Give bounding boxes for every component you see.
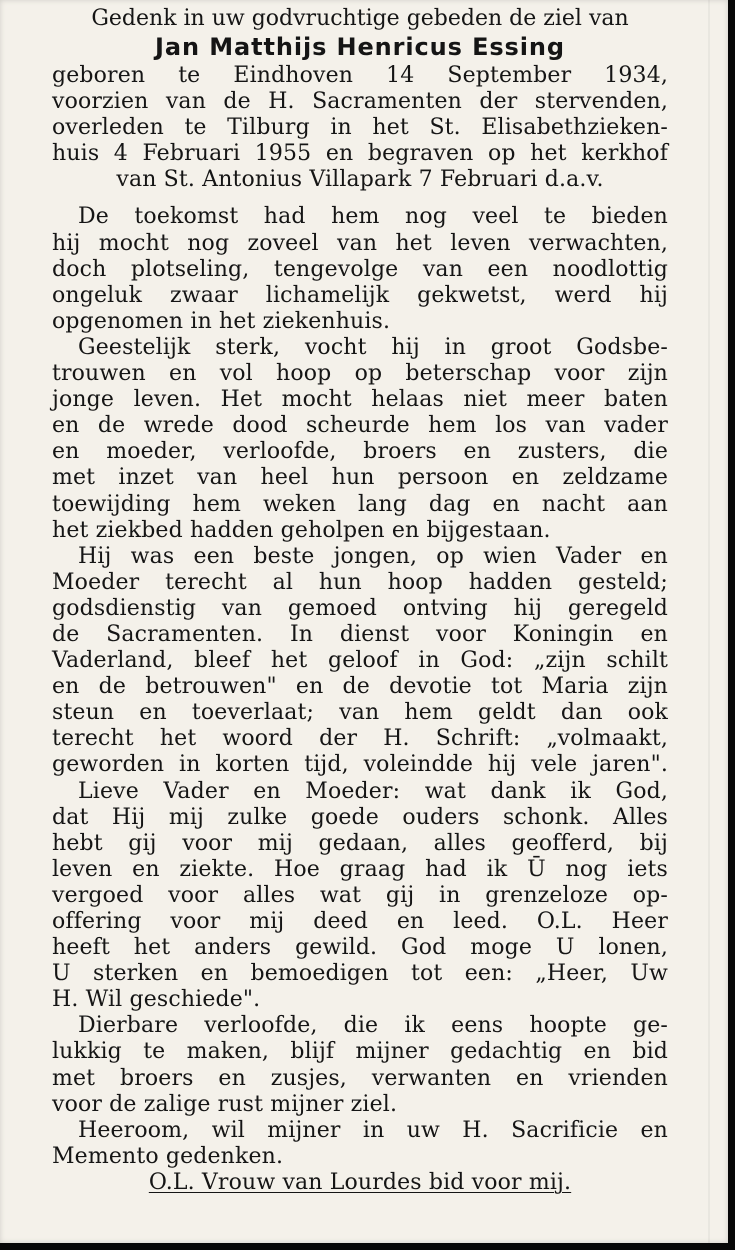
- body-line: met broers en zusjes, verwanten en vrienden: [52, 1065, 668, 1091]
- body-line: jonge leven. Het mocht helaas niet meer baten: [52, 387, 668, 413]
- body-line: De toekomst had hem nog veel te bieden: [78, 204, 668, 230]
- body-line: terecht het woord der H. Schrift: „volmaakt,: [52, 726, 668, 752]
- body-line: U sterken en bemoedigen tot een: „Heer, Uw: [52, 961, 668, 987]
- body-line: Dierbare verloofde, die ik eens hoopte ge-: [78, 1013, 668, 1039]
- body-line: en de betrouwen" en de devotie tot Maria zijn: [52, 674, 668, 700]
- body-line: godsdienstig van gemoed ontving hij geregeld: [52, 595, 668, 621]
- body-line: en moeder, verloofde, broers en zusters, die: [52, 439, 668, 465]
- deceased-name: Jan Matthijs Henricus Essing: [155, 33, 565, 61]
- death-place-line: overleden te Tilburg in het St. Elisabethzieken-: [52, 115, 668, 141]
- body-line: Lieve Vader en Moeder: wat dank ik God,: [78, 778, 668, 804]
- body-line: doch plotseling, tengevolge van een noodlottig: [52, 256, 668, 282]
- opening-line: Gedenk in uw godvruchtige gebeden de ziel van: [91, 6, 629, 31]
- body-line: Hij was een beste jongen, op wien Vader en: [78, 543, 668, 569]
- body-line: toewijding hem weken lang dag en nacht aan: [52, 491, 668, 517]
- body-line: Geestelijk sterk, vocht hij in groot Godsbe-: [78, 334, 668, 360]
- body-text: [52, 204, 668, 1196]
- body-line: Heeroom, wil mijner in uw H. Sacrificie en: [78, 1117, 668, 1143]
- body-line: dat Hij mij zulke goede ouders schonk. Alles: [52, 804, 668, 830]
- body-line: met inzet van heel hun persoon en zeldzame: [52, 465, 668, 491]
- body-line: de Sacramenten. In dienst voor Koningin en: [52, 621, 668, 647]
- sacrament-line: voorzien van de H. Sacramenten der stervenden,: [52, 89, 668, 115]
- burial-line: van St. Antonius Villapark 7 Februari d.a.v.: [116, 167, 604, 193]
- body-line: het ziekbed hadden geholpen en bijgestaan.: [52, 517, 551, 543]
- body-line: H. Wil geschiede".: [52, 987, 261, 1013]
- body-line: en de wrede dood scheurde hem los van vader: [52, 413, 668, 439]
- body-line: steun en toeverlaat; van hem geldt dan ook: [52, 700, 668, 726]
- body-line: geworden in korten tijd, voleindde hij vele jaren".: [52, 752, 668, 778]
- prayer-line: O.L. Vrouw van Lourdes bid voor mij.: [148, 1169, 572, 1195]
- body-line: voor de zalige rust mijner ziel.: [52, 1091, 398, 1117]
- body-line: offering voor mij deed en leed. O.L. Heer: [52, 909, 668, 934]
- body-line: trouwen en vol hoop op beterschap voor zijn: [52, 361, 668, 387]
- bottom-black-border: [0, 1243, 735, 1250]
- death-date-line: huis 4 Februari 1955 en begraven op het kerkhof: [52, 141, 668, 167]
- body-line: Memento gedenken.: [52, 1143, 284, 1169]
- body-line: hebt gij voor mij gedaan, alles geofferd, bij: [52, 830, 668, 856]
- body-line: lukkig te maken, blijf mijner gedachtig en bid: [52, 1039, 668, 1065]
- body-line: vergoed voor alles wat gij in grenzeloze op-: [52, 882, 668, 908]
- body-line: hij mocht nog zoveel van het leven verwachten,: [52, 230, 668, 256]
- birth-line: geboren te Eindhoven 14 September 1934,: [52, 63, 668, 88]
- body-line: leven en ziekte. Hoe graag had ik Ū nog iets: [52, 856, 668, 882]
- body-line: ongeluk zwaar lichamelijk gekwetst, werd hij: [52, 282, 668, 308]
- body-line: opgenomen in het ziekenhuis.: [52, 308, 391, 334]
- paper-crease: [708, 0, 710, 1243]
- card-content: [52, 5, 668, 1196]
- body-line: Moeder terecht al hun hoop hadden gesteld;: [52, 569, 668, 595]
- right-black-border: [728, 0, 735, 1250]
- body-line: heeft het anders gewild. God moge U lonen,: [52, 935, 668, 961]
- section-gap: [52, 193, 668, 204]
- body-line: Vaderland, bleef het geloof in God: „zijn schilt: [52, 648, 668, 674]
